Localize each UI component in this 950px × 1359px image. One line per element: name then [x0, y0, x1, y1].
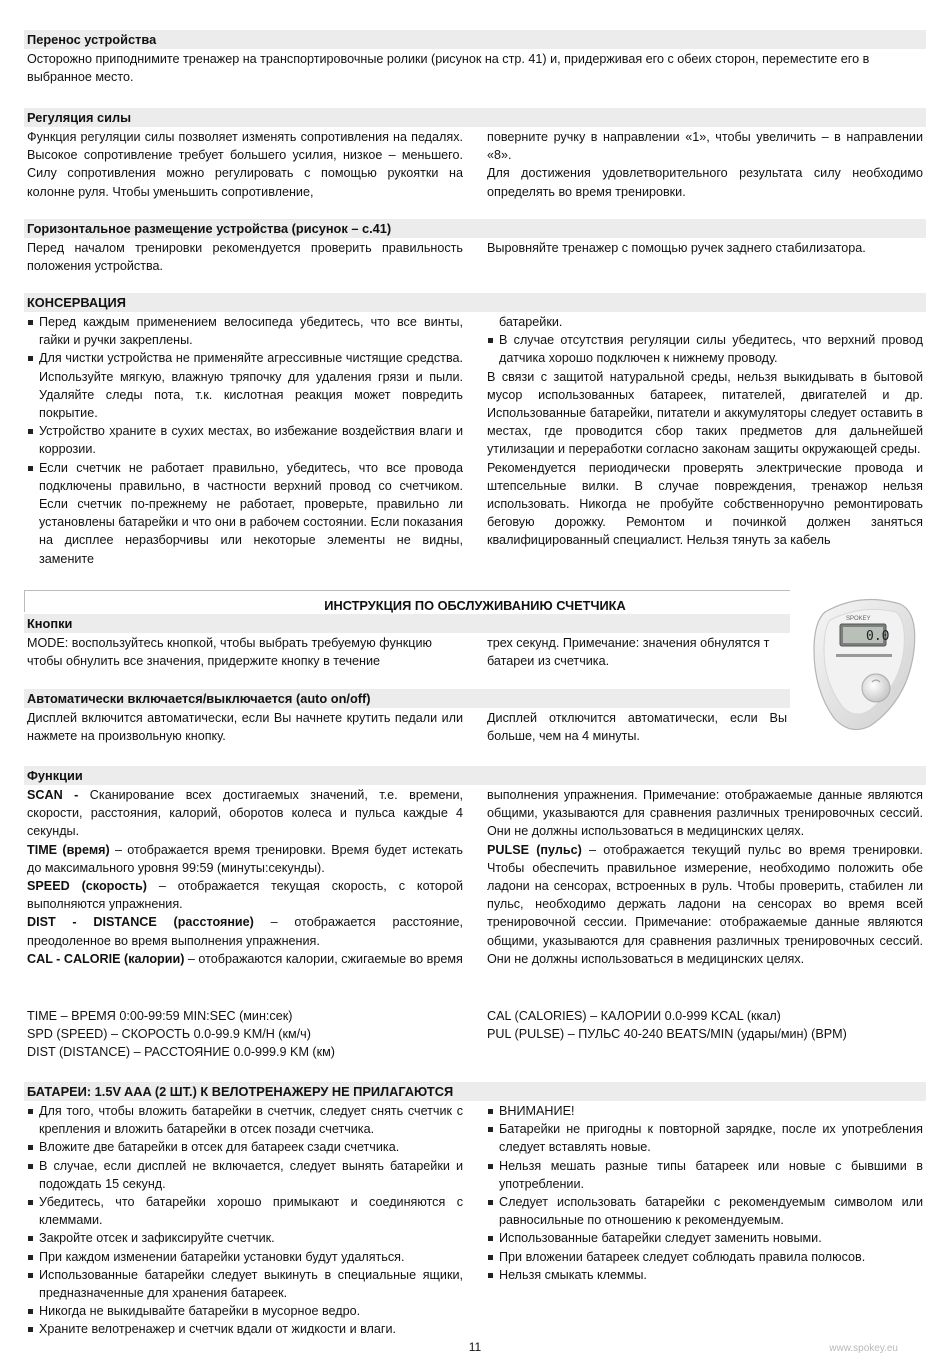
counter-device-icon [790, 590, 950, 740]
website-link[interactable]: www.spokey.eu [829, 1343, 898, 1354]
list-item: Использованные батарейки следует выкинуть в специальные ящики, предназначенные для хранения батареек. [27, 1266, 463, 1302]
counter-instructions-title: ИНСТРУКЦИЯ ПО ОБСЛУЖИВАНИЮ СЧЕТЧИКА [324, 598, 626, 613]
function-cal-cont: выполнения упражнения. Примечание: отображаемые данные являются общими, указываются для сравнения различных тренировочных сессий. Они не должны использоваться в медицинских целях. [487, 788, 923, 839]
auto-onoff-left: Дисплей включится автоматически, если Вы начнете крутить педали или нажмете на произвольную кнопку. [27, 711, 463, 744]
list-item: Батарейки не пригодны к повторной зарядке, после их употребления следует вставлять новые. [487, 1120, 923, 1156]
spec-line: PUL (PULSE) – ПУЛЬС 40-240 BEATS/MIN (удары/мин) (BPM) [487, 1027, 847, 1042]
functions-right [487, 786, 923, 968]
list-item: Если счетчик не работает правильно, убедитесь, что все провода подключены правильно, в частности верхний провод со счетчиком. Если счетчик по-прежнему не работает, проверьте, правильно ли установлены батарейки и что они в рабочем состоянии. Если показания на дисплее неразборчивы или некоторые элементы не видны, замените [27, 459, 463, 568]
list-item: В случае, если дисплей не включается, следует вынять батарейки и подождать 15 секунд. [27, 1157, 463, 1193]
section-title-batteries: БАТАРЕИ: 1.5V AAA (2 ШТ.) К ВЕЛОТРЕНАЖЕРУ НЕ ПРИЛАГАЮТСЯ [24, 1082, 926, 1101]
list-item: ВНИМАНИЕ! [487, 1102, 923, 1120]
list-item: В случае отсутствия регуляции силы убедитесь, что верхний провод датчика хорошо подключен к нижнему проводу. [487, 331, 923, 367]
function-desc: – отображается расстояние, преодоленное во время выполнения упражнения. [27, 915, 463, 948]
resistance-right-p1: поверните ручку в направлении «1», чтобы увеличить – в направлении «8». [487, 130, 923, 163]
spec-line: SPD (SPEED) – СКОРОСТЬ 0.0-99.9 KM/H (км/ч) [27, 1027, 311, 1042]
device-display-value: 0.0 [866, 629, 890, 644]
function-cal [27, 950, 463, 968]
list-item: При вложении батареек следует соблюдать правила полюсов. [487, 1248, 923, 1266]
resistance-right [487, 128, 923, 201]
auto-onoff-right: Дисплей отключится автоматически, если Вы больше, чем на 4 минуты. [487, 711, 787, 744]
maintenance-right-p1: В связи с защитой натуральной среды, нельзя выкидывать в бытовой мусор использованных батареек, питателей, двигателей и др. Использованные батарейки, питатели и аккумуляторы следует оставить в местах, где проводится сбор таких предметов для дальнейшей утилизации и переработки согласно законам защиты окружающей среды. [487, 369, 923, 457]
function-speed [27, 877, 463, 913]
function-dist [27, 913, 463, 949]
list-item: Для того, чтобы вложить батарейки в счетчик, следует снять счетчик с крепления и вложить батарейки в отсек позади счетчика. [27, 1102, 463, 1138]
specs-left [27, 1007, 463, 1062]
buttons-left: MODE: воспользуйтесь кнопкой, чтобы выбрать требуемую функцию чтобы обнулить все значения, придержите кнопку в течение [27, 636, 432, 669]
maintenance-left-list [27, 313, 463, 568]
transport-text: Осторожно приподнимите тренажер на транспортировочные ролики (рисунок на стр. 41) и, придерживая его с обеих сторон, переместите его в выбранное место. [27, 52, 870, 85]
spec-line: DIST (DISTANCE) – РАССТОЯНИЕ 0.0-999.9 KM (км) [27, 1045, 335, 1060]
function-desc: – отображается текущая скорость, с которой выполняются упражнения. [27, 879, 463, 912]
function-pulse [487, 841, 923, 968]
function-desc: – отображаются калории, сжигаемые во время [184, 951, 463, 966]
list-item: Убедитесь, что батарейки хорошо примыкают и соединяются с клеммами. [27, 1193, 463, 1229]
list-item: Для чистки устройства не применяйте агрессивные чистящие средства. Используйте мягкую, влажную тряпочку для удаления грязи и пыли. Удаляйте следы пота, т.к. кислотная реакция может повредить покрытие. [27, 349, 463, 422]
resistance-left: Функция регуляции силы позволяет изменять сопротивления на педалях. Высокое сопротивление требует большего усилия, низкое – меньшего. Силу сопротивления можно регулировать с помощью рукоятки на колонне руля. Чтобы уменьшить сопротивление, [27, 130, 463, 199]
resistance-right-p2: Для достижения удовлетворительного результата силу необходимо определять во время тренировки. [487, 166, 923, 199]
function-label: SPEED (скорость) [27, 879, 147, 894]
list-item: Следует использовать батарейки с рекомендуемым символом или равносильные по отношению к рекомендуемым. [487, 1193, 923, 1229]
maintenance-right [487, 313, 923, 550]
list-item: Нельзя мешать разные типы батареек или новые с бывшими в употреблении. [487, 1157, 923, 1193]
function-label: PULSE (пульс) [487, 842, 582, 857]
function-label: DIST - DISTANCE (расстояние) [27, 915, 254, 930]
section-title-leveling: Горизонтальное размещение устройства (рисунок – с.41) [24, 219, 926, 238]
list-item: Нельзя смыкать клеммы. [487, 1266, 923, 1284]
leveling-right: Выровняйте тренажер с помощью ручек заднего стабилизатора. [487, 241, 866, 255]
list-item: Использованные батарейки следует заменить новыми. [487, 1229, 923, 1247]
list-item: Вложите две батарейки в отсек для батареек сзади счетчика. [27, 1138, 463, 1156]
section-title-maintenance: КОНСЕРВАЦИЯ [24, 293, 926, 312]
list-item: Устройство храните в сухих местах, во избежание воздействия влаги и коррозии. [27, 422, 463, 458]
page-number: 11 [468, 1340, 482, 1354]
function-scan [27, 786, 463, 841]
function-label: CAL - CALORIE (калории) [27, 951, 185, 966]
maintenance-right-cont: батарейки. [499, 315, 563, 329]
batteries-right-list [487, 1102, 923, 1284]
list-item: Никогда не выкидывайте батарейки в мусорное ведро. [27, 1302, 463, 1320]
function-label: SCAN - [27, 788, 79, 802]
section-title-transport: Перенос устройства [24, 30, 926, 49]
batteries-left-list [27, 1102, 463, 1339]
counter-device-image [790, 590, 950, 740]
spec-line: TIME – ВРЕМЯ 0:00-99:59 MIN:SEC (мин:сек) [27, 1009, 293, 1023]
leveling-left: Перед началом тренировки рекомендуется проверить правильность положения устройства. [27, 241, 463, 274]
maintenance-right-list [487, 331, 923, 367]
function-desc: Сканирование всех достигаемых значений, т.е. времени, скорости, расстояния, калорий, оборотов колеса и пульса каждые 4 секунды. [27, 788, 463, 839]
function-label: TIME (время) [27, 842, 110, 857]
function-desc: – отображается текущий пульс во время тренировки. Чтобы обеспечить правильное измерение, необходимо положить обе ладони на сенсорах, встроенных в руль. Чтобы проверить, стабилен ли пульс, необходимо держать ладони на сенсорах во время всей тренировочной сессии. Примечание: отображаемые данные являются общими, указываются для сравнения различных тренировочных сессий. Они не должны использоваться в медицинских целях. [487, 842, 923, 966]
buttons-right: трех секунд. Примечание: значения обнулятся т батареи из счетчика. [487, 636, 770, 669]
list-item: Храните велотренажер и счетчик вдали от жидкости и влаги. [27, 1320, 463, 1338]
section-title-functions: Функции [24, 766, 926, 785]
function-time [27, 841, 463, 877]
list-item: Закройте отсек и зафиксируйте счетчик. [27, 1229, 463, 1247]
device-brand: SPOKEY [846, 616, 871, 622]
list-item: При каждом изменении батарейки установки будут удаляться. [27, 1248, 463, 1266]
spec-line: CAL (CALORIES) – КАЛОРИИ 0.0-999 KCAL (ккал) [487, 1009, 781, 1023]
maintenance-right-p2: Рекомендуется периодически проверять электрические провода и штепсельные вилки. В случае повреждения, тренажор нельзя использовать. Никогда не пробуйте собственноручно ремонтировать беговую дорожку. Ремонтом и починкой должен заняться квалифицированный специалист. Нельзя тянуть за кабель [487, 460, 923, 548]
list-item: Перед каждым применением велосипеда убедитесь, что все винты, гайки и ручки закреплены. [27, 313, 463, 349]
section-title-resistance: Регуляция силы [24, 108, 926, 127]
function-desc: – отображается время тренировки. Время будет истекать до максимального уровня 99:59 (минуты:секунды). [27, 842, 463, 875]
functions-left [27, 786, 463, 968]
section-title-buttons: Кнопки [24, 614, 926, 633]
specs-right [487, 1007, 923, 1043]
section-title-auto-onoff: Автоматически включается/выключается (auto on/off) [24, 689, 926, 708]
